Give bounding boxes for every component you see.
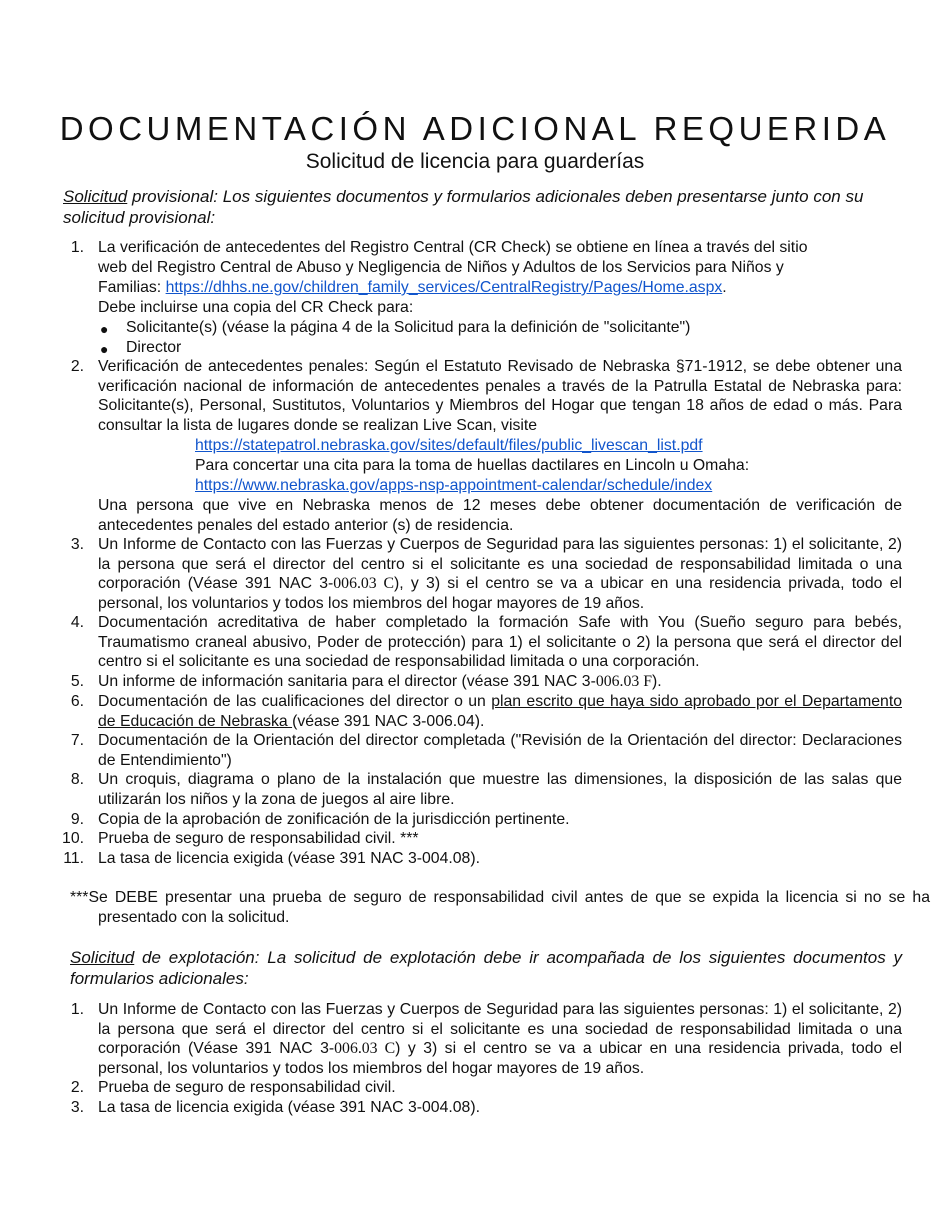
item-number: 7. <box>70 732 84 749</box>
operation-item-1-text-b: ) y 3) si el centro se va a ubicar en una residencia privada, todo el personal, los voluntarios y todos los miembros del hogar mayores de 19 años. <box>98 1040 903 1077</box>
item-number: 1. <box>70 239 84 256</box>
item-number: 11. <box>63 850 84 867</box>
item-number: 8. <box>70 771 84 788</box>
item-7-text: Documentación de la Orientación del director completada ("Revisión de la Orientación del director: Declaraciones de Entendimiento") <box>98 732 902 769</box>
bullet-icon: ● <box>100 341 109 357</box>
item-number: 9. <box>70 811 84 828</box>
bullet-item-director: Director <box>126 339 182 356</box>
item-number: 6. <box>70 693 84 710</box>
item-number: 4. <box>70 614 84 631</box>
item-number: 2. <box>70 358 84 375</box>
item-2-text: Verificación de antecedentes penales: Según el Estatuto Revisado de Nebraska §71-1912, se debe obtener una verificación nacional de información de antecedentes penales a través de la Patrulla Estatal de Nebraska para: Solicitante(s), Personal, Sustitutos, Voluntarios y Miembros del Hogar que tengan 18 años de edad o más. Para consultar la lista de lugares donde se realizan Live Scan, visite <box>98 358 902 434</box>
approved-plan-underlined: plan escrito que haya sido aprobado por el Departamento de Educación de Nebraska <box>98 693 902 730</box>
item-3-text <box>98 535 902 613</box>
item-1-line-3-suffix: . <box>722 279 727 296</box>
item-5-ref: 006.03 F <box>595 673 653 690</box>
item-2-note: Para concertar una cita para la toma de huellas dactilares en Lincoln u Omaha: <box>195 457 750 474</box>
item-6-text <box>98 692 902 731</box>
item-1-line-3-prefix: Familias: <box>98 279 166 296</box>
item-3-text-b: ), y 3) si el centro se va a ubicar en una residencia privada, todo el personal, los voluntarios y todos los miembros del hogar mayores de 19 años. <box>98 575 902 612</box>
operation-heading-text: de explotación: La solicitud de explotación debe ir acompañada de los siguientes documentos y formularios adicionales: <box>70 948 902 988</box>
item-number: 3. <box>70 1099 84 1116</box>
item-5-text <box>98 672 902 692</box>
operation-heading <box>70 947 902 989</box>
item-10-text: Prueba de seguro de responsabilidad civil. *** <box>98 830 419 847</box>
operation-heading-word: Solicitud <box>70 948 135 967</box>
central-registry-link[interactable]: https://dhhs.ne.gov/children_family_services/CentralRegistry/Pages/Home.aspx <box>165 279 723 296</box>
item-number: 10. <box>62 830 84 847</box>
item-3-text-a: Un Informe de Contacto con las Fuerzas y Cuerpos de Seguridad para las siguientes personas: 1) el solicitante, 2) la persona que será el director del centro si el solicitante es una sociedad de responsabilidad limitada o una corporación (Véase 391 NAC 3- <box>98 536 902 593</box>
operation-item-1-text-a: Un Informe de Contacto con las Fuerzas y Cuerpos de Seguridad para las siguientes personas: 1) el solicitante, 2) la persona que será el director del centro si el solicitante es una sociedad de responsabilidad limitada o una corporación (Véase 391 NAC 3- <box>98 1001 902 1058</box>
item-3-ref: 006.03 C <box>333 575 395 593</box>
operation-item-3-text: La tasa de licencia exigida (véase 391 NAC 3-004.08). <box>98 1099 480 1116</box>
item-number: 3. <box>70 536 84 553</box>
bullet-item-applicant: Solicitante(s) (véase la página 4 de la Solicitud para la definición de "solicitante") <box>126 319 691 336</box>
item-8-text: Un croquis, diagrama o plano de la instalación que muestre las dimensiones, la disposición de las salas que utilizarán los niños y la zona de juegos al aire libre. <box>98 771 902 808</box>
item-11-text: La tasa de licencia exigida (véase 391 NAC 3-004.08). <box>98 850 480 867</box>
appointment-calendar-link[interactable]: https://www.nebraska.gov/apps-nsp-appointment-calendar/schedule/index <box>195 477 713 494</box>
item-5-text-b: ). <box>652 673 662 690</box>
livescan-list-link[interactable]: https://statepatrol.nebraska.gov/sites/default/files/public_livescan_list.pdf <box>195 437 703 454</box>
item-number: 5. <box>70 673 84 690</box>
item-1-line-2: web del Registro Central de Abuso y Negligencia de Niños y Adultos de los Servicios para Niños y <box>98 259 784 276</box>
item-9-text: Copia de la aprobación de zonificación de la jurisdicción pertinente. <box>98 811 570 828</box>
item-1-line-4: Debe incluirse una copia del CR Check para: <box>98 299 414 316</box>
item-6-text-a: Documentación de las cualificaciones del director o un <box>98 693 492 710</box>
item-1-line-3 <box>98 278 727 298</box>
provisional-heading-word: Solicitud <box>63 187 128 206</box>
operation-item-2-text: Prueba de seguro de responsabilidad civil. <box>98 1079 396 1096</box>
item-number: 2. <box>70 1079 84 1096</box>
insurance-footnote: ***Se DEBE presentar una prueba de seguro de responsabilidad civil antes de que se expida la licencia si no se ha presentado con la solicitud. <box>70 889 930 926</box>
bullet-icon: ● <box>100 321 109 337</box>
page-title: DOCUMENTACIÓN ADICIONAL REQUERIDA <box>59 110 891 147</box>
item-1-line-1: La verificación de antecedentes del Registro Central (CR Check) se obtiene en línea a través del sitio <box>98 239 808 256</box>
item-number: 1. <box>70 1001 84 1018</box>
provisional-heading-text: provisional: Los siguientes documentos y formularios adicionales deben presentarse junto con su solicitud provisional: <box>63 187 864 227</box>
provisional-heading <box>63 186 903 228</box>
page-subtitle: Solicitud de licencia para guarderías <box>305 150 645 173</box>
operation-item-1-text <box>98 1000 902 1078</box>
item-4-text: Documentación acreditativa de haber completado la formación Safe with You (Sueño seguro para bebés, Traumatismo craneal abusivo, Poder de protección) para 1) el solicitante o 2) la persona que será el director del centro si el solicitante es una sociedad de responsabilidad limitada o una corporación. <box>98 614 902 671</box>
item-6-text-b: (véase 391 NAC 3-006.04). <box>292 712 485 730</box>
item-5-text-a: Un informe de información sanitaria para el director (véase 391 NAC 3- <box>98 673 596 690</box>
operation-item-1-ref: 006.03 C <box>334 1040 396 1058</box>
item-2-text-2: Una persona que vive en Nebraska menos de 12 meses debe obtener documentación de verificación de antecedentes penales del estado anterior (s) de residencia. <box>98 497 902 534</box>
